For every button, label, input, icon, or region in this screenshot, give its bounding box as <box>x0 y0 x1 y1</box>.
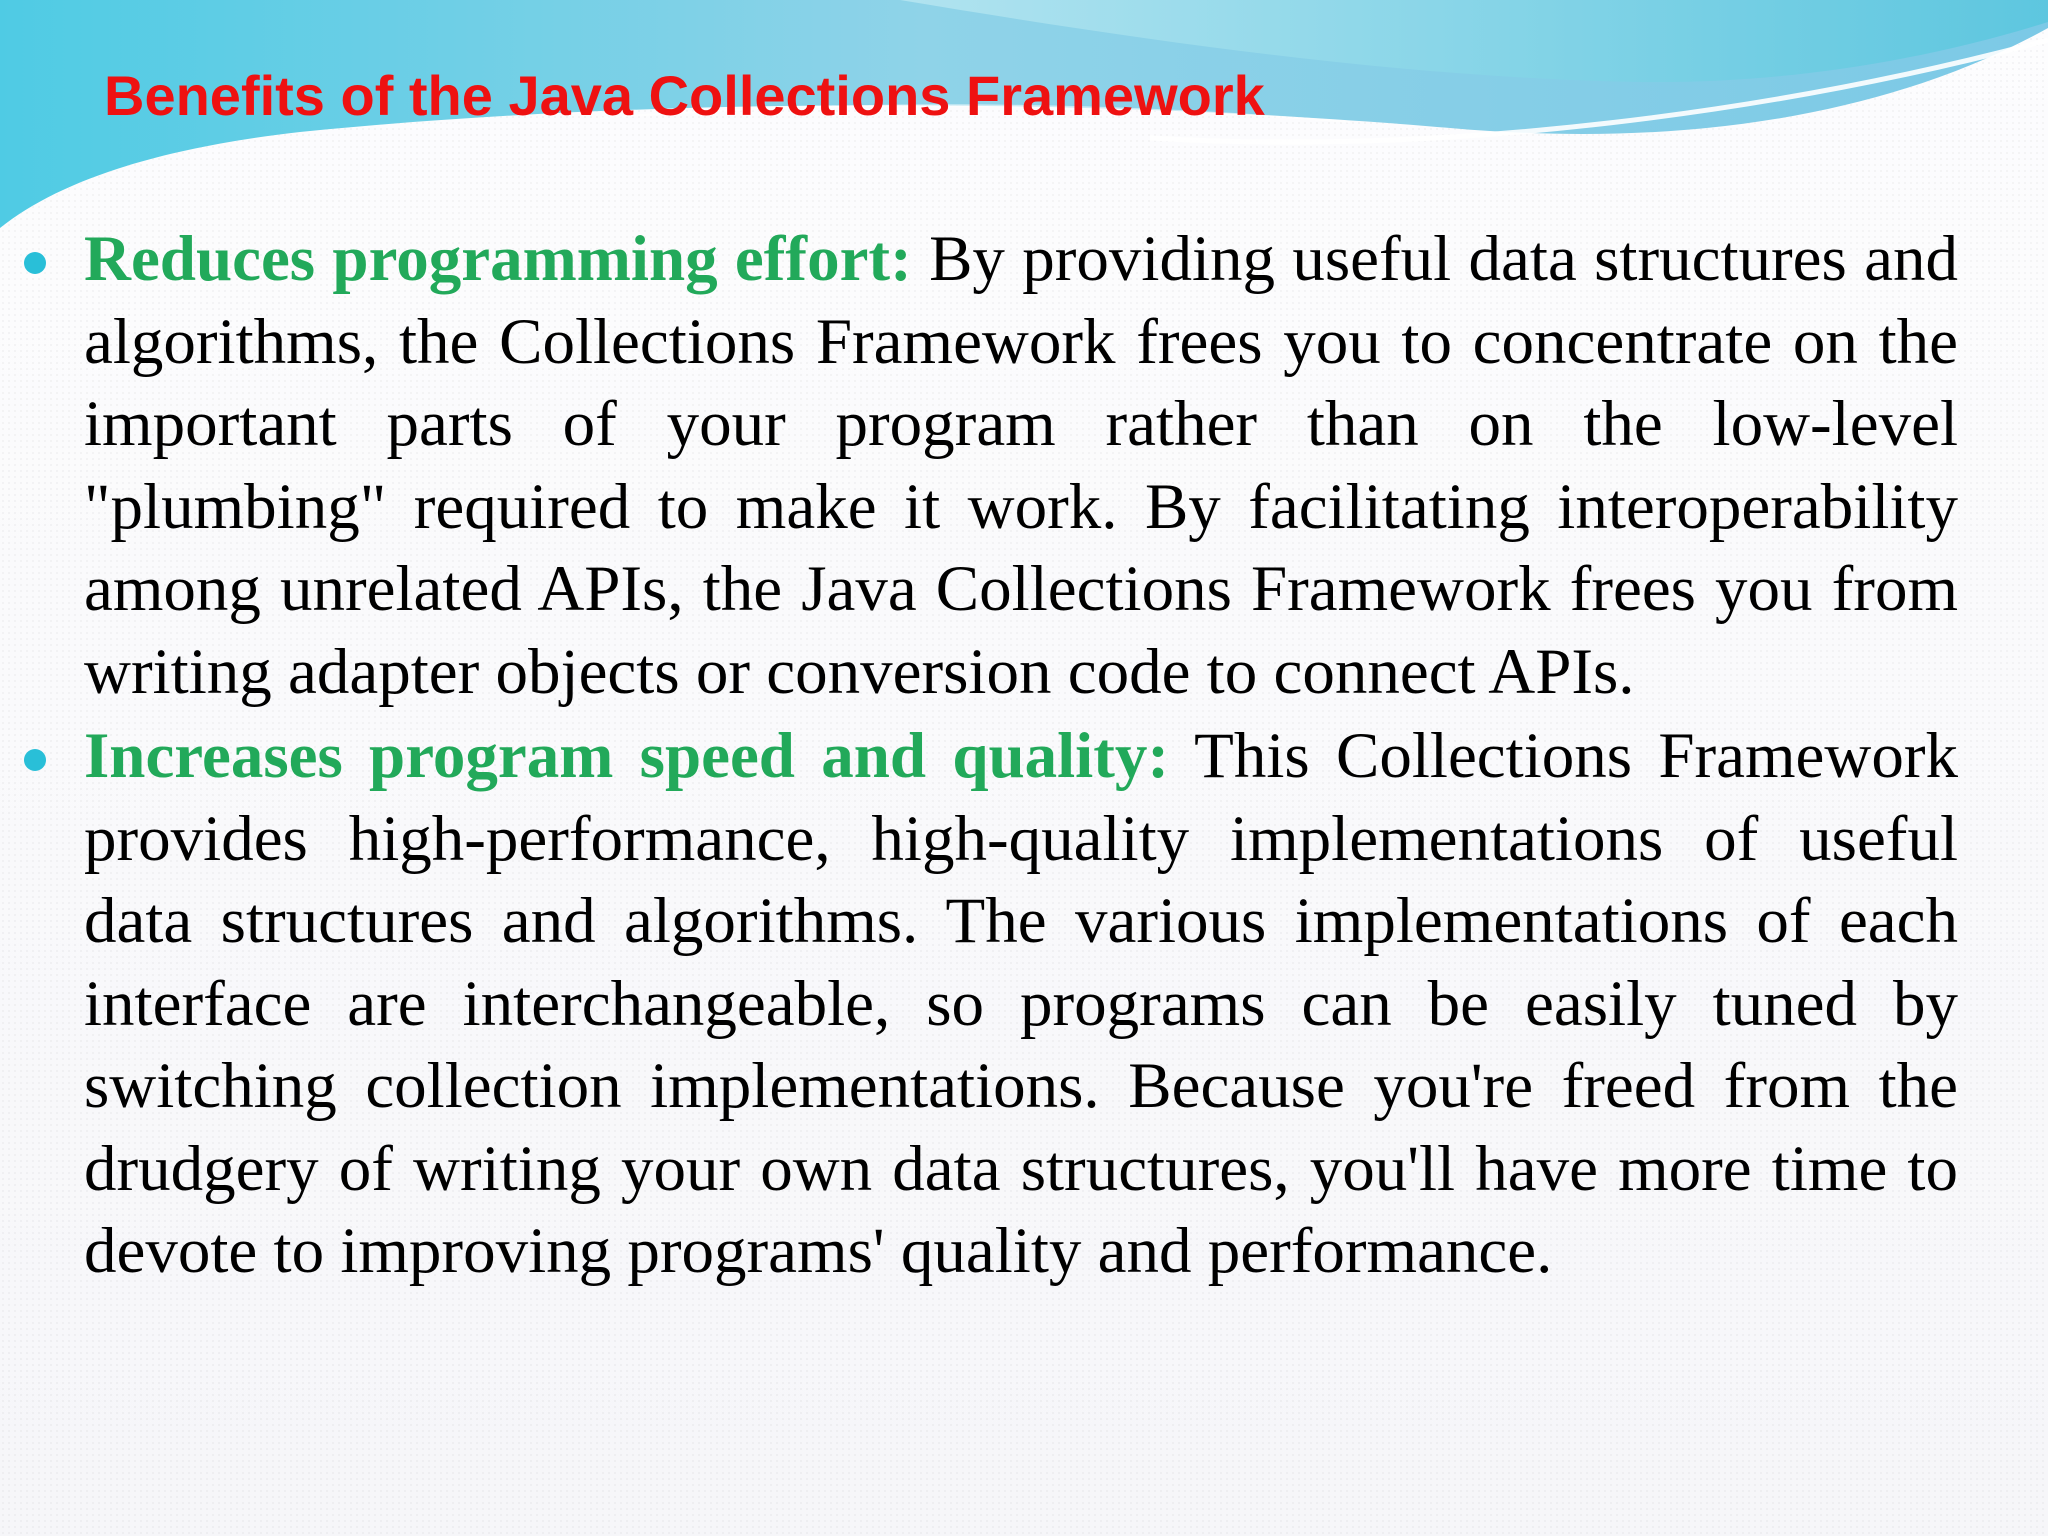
bullet-text: By providing useful data structures and algorithms, the Collections Framework frees you to concentrate on the important parts of your program rather than on the low-level "plumbing" required to make it work. By facilitating interoperability among unrelated APIs, the Java Collections Framework frees you from writing adapter objects or conversion code to connect APIs. <box>84 223 1959 708</box>
bullet-reduces-programming-effort <box>84 218 1958 713</box>
bullet-label: Increases program speed and quality: <box>84 720 1170 792</box>
bullet-dot-icon <box>24 252 46 274</box>
bullet-list <box>84 218 1958 1293</box>
bullet-label: Reduces programming effort: <box>84 223 912 295</box>
bullet-text: This Collections Framework provides high-performance, high-quality implementations of useful data structures and algorithms. The various implementations of each interface are interchangeable, so programs can be easily tuned by switching collection implementations. Because you're freed from the drudgery of writing your own data structures, you'll have more time to devote to improving programs' quality and performance. <box>84 720 1958 1287</box>
slide-title: Benefits of the Java Collections Framework <box>104 64 1265 127</box>
bullet-dot-icon <box>24 749 46 771</box>
bullet-increases-program-speed <box>84 715 1958 1293</box>
